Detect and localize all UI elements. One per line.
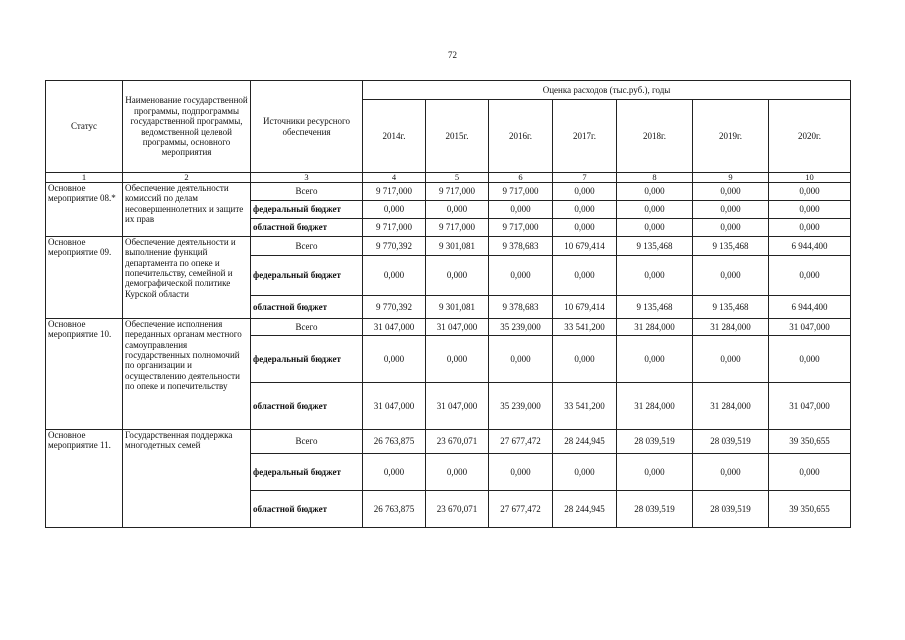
value-cell: 31 284,000 [617,319,693,336]
value-cell: 31 047,000 [426,383,489,430]
source-regional: областной бюджет [251,383,363,430]
column-number: 8 [617,173,693,183]
column-number: 3 [251,173,363,183]
value-cell: 0,000 [553,336,617,383]
value-cell: 26 763,875 [363,430,426,454]
value-cell: 0,000 [426,256,489,296]
value-cell: 35 239,000 [489,319,553,336]
column-number: 10 [769,173,851,183]
value-cell: 9 717,000 [363,219,426,237]
value-cell: 0,000 [693,336,769,383]
value-cell: 23 670,071 [426,430,489,454]
value-cell: 9 378,683 [489,296,553,319]
measure-status: Основное мероприятие 10. [46,319,123,430]
value-cell: 0,000 [426,336,489,383]
value-cell: 33 541,200 [553,319,617,336]
value-cell: 27 677,472 [489,430,553,454]
source-federal: федеральный бюджет [251,256,363,296]
value-cell: 6 944,400 [769,237,851,256]
value-cell: 28 039,519 [693,491,769,528]
measure-name: Обеспечение деятельности и выполнение функций департамента по опеке и попечительству, семейной и демографической политике Курской области [123,237,251,319]
source-total: Всего [251,237,363,256]
column-number: 6 [489,173,553,183]
value-cell: 0,000 [769,201,851,219]
column-number: 4 [363,173,426,183]
value-cell: 28 039,519 [617,491,693,528]
value-cell: 31 047,000 [363,319,426,336]
page-number: 72 [448,50,457,60]
value-cell: 31 284,000 [693,383,769,430]
value-cell: 0,000 [769,454,851,491]
value-cell: 39 350,655 [769,491,851,528]
value-cell: 0,000 [553,201,617,219]
value-cell: 0,000 [553,454,617,491]
value-cell: 0,000 [553,219,617,237]
source-regional: областной бюджет [251,219,363,237]
measure-name: Государственная поддержка многодетных семей [123,430,251,528]
header-year: 2018г. [617,100,693,173]
header-year: 2019г. [693,100,769,173]
value-cell: 0,000 [426,201,489,219]
value-cell: 0,000 [553,256,617,296]
value-cell: 0,000 [769,256,851,296]
value-cell: 35 239,000 [489,383,553,430]
value-cell: 9 770,392 [363,237,426,256]
measure-status: Основное мероприятие 11. [46,430,123,528]
value-cell: 10 679,414 [553,296,617,319]
value-cell: 0,000 [617,201,693,219]
value-cell: 0,000 [489,454,553,491]
header-year: 2020г. [769,100,851,173]
column-number: 5 [426,173,489,183]
measure-status: Основное мероприятие 08.* [46,183,123,237]
value-cell: 9 135,468 [617,237,693,256]
value-cell: 9 717,000 [426,219,489,237]
value-cell: 0,000 [363,201,426,219]
source-federal: федеральный бюджет [251,336,363,383]
value-cell: 31 284,000 [693,319,769,336]
value-cell: 28 039,519 [693,430,769,454]
value-cell: 0,000 [617,256,693,296]
value-cell: 0,000 [693,201,769,219]
table-row [46,319,851,336]
source-total: Всего [251,430,363,454]
value-cell: 0,000 [769,183,851,201]
value-cell: 0,000 [617,183,693,201]
measure-name: Обеспечение деятельности комиссий по делам несовершеннолетних и защите их прав [123,183,251,237]
value-cell: 0,000 [769,219,851,237]
value-cell: 28 244,945 [553,491,617,528]
value-cell: 0,000 [693,256,769,296]
value-cell: 26 763,875 [363,491,426,528]
value-cell: 0,000 [617,219,693,237]
value-cell: 31 284,000 [617,383,693,430]
source-total: Всего [251,183,363,201]
value-cell: 0,000 [489,256,553,296]
value-cell: 0,000 [426,454,489,491]
value-cell: 9 717,000 [489,183,553,201]
value-cell: 0,000 [363,454,426,491]
value-cell: 9 301,081 [426,237,489,256]
measure-name: Обеспечение исполнения переданных органам местного самоуправления государственных полномочий по организации и осуществлению деятельности по опеке и попечительству [123,319,251,430]
measure-status: Основное мероприятие 09. [46,237,123,319]
table-row [46,430,851,454]
value-cell: 0,000 [489,336,553,383]
value-cell: 9 135,468 [617,296,693,319]
value-cell: 33 541,200 [553,383,617,430]
value-cell: 10 679,414 [553,237,617,256]
budget-table [45,80,851,528]
column-number: 9 [693,173,769,183]
value-cell: 28 039,519 [617,430,693,454]
value-cell: 9 770,392 [363,296,426,319]
value-cell: 23 670,071 [426,491,489,528]
source-federal: федеральный бюджет [251,201,363,219]
value-cell: 0,000 [363,336,426,383]
value-cell: 9 717,000 [426,183,489,201]
value-cell: 27 677,472 [489,491,553,528]
value-cell: 0,000 [363,256,426,296]
source-regional: областной бюджет [251,491,363,528]
header-sources: Источники ресурсного обеспечения [251,81,363,173]
value-cell: 9 301,081 [426,296,489,319]
value-cell: 0,000 [617,454,693,491]
value-cell: 9 135,468 [693,237,769,256]
header-estimate: Оценка расходов (тыс.руб.), годы [363,81,851,100]
header-year: 2017г. [553,100,617,173]
value-cell: 31 047,000 [769,319,851,336]
value-cell: 0,000 [693,219,769,237]
value-cell: 9 717,000 [363,183,426,201]
value-cell: 0,000 [489,201,553,219]
value-cell: 28 244,945 [553,430,617,454]
value-cell: 31 047,000 [426,319,489,336]
value-cell: 0,000 [693,454,769,491]
source-total: Всего [251,319,363,336]
header-year: 2014г. [363,100,426,173]
value-cell: 9 135,468 [693,296,769,319]
header-status: Статус [46,81,123,173]
value-cell: 0,000 [769,336,851,383]
value-cell: 31 047,000 [363,383,426,430]
value-cell: 0,000 [617,336,693,383]
column-number: 1 [46,173,123,183]
table-row [46,183,851,201]
value-cell: 6 944,400 [769,296,851,319]
source-regional: областной бюджет [251,296,363,319]
source-federal: федеральный бюджет [251,454,363,491]
value-cell: 39 350,655 [769,430,851,454]
header-year: 2016г. [489,100,553,173]
header-year: 2015г. [426,100,489,173]
value-cell: 0,000 [693,183,769,201]
column-number: 2 [123,173,251,183]
column-number: 7 [553,173,617,183]
value-cell: 9 378,683 [489,237,553,256]
value-cell: 9 717,000 [489,219,553,237]
value-cell: 31 047,000 [769,383,851,430]
value-cell: 0,000 [553,183,617,201]
table-row [46,237,851,256]
header-name: Наименование государственной программы, подпрограммы государственной программы, ведомственной целевой программы, основного мероприятия [123,81,251,173]
